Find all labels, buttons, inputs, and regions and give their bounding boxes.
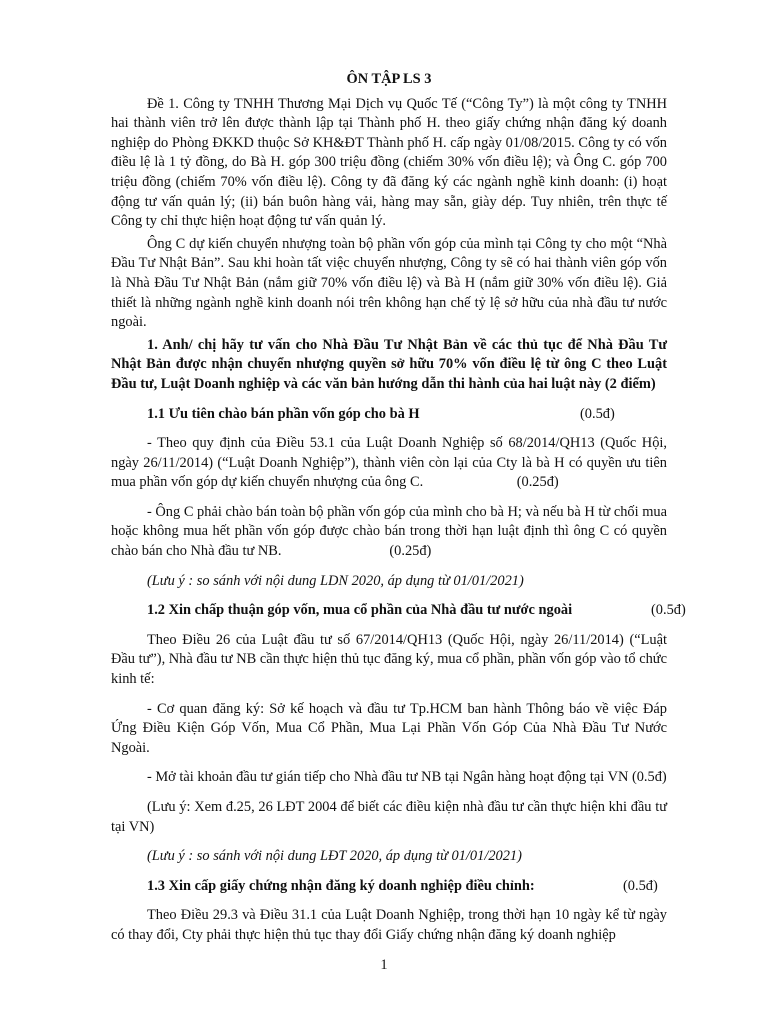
- page-number: 1: [380, 957, 388, 973]
- section-1-2-paragraph-2: - Cơ quan đăng ký: Sở kế hoạch và đầu tư Tp.HCM ban hành Thông báo về việc Đáp Ứng Điều Kiện Góp Vốn, Mua Cổ Phần, Mua Lại Phần Vốn Góp Của Nhà Đầu Tư Nước Ngoài.: [111, 700, 667, 756]
- section-1-2-paragraph-1: Theo Điều 26 của Luật đầu tư số 67/2014/QH13 (Quốc Hội, ngày 26/11/2014) (“Luật Đầu tư”), Nhà đầu tư NB cần thực hiện thủ tục đăng ký, mua cổ phần, phần vốn góp vào tổ chức kinh tế:: [111, 631, 667, 688]
- document-page: [111, 70, 686, 946]
- section-1-2-heading: [111, 601, 686, 621]
- section-1-2-title: 1.2 Xin chấp thuận góp vốn, mua cổ phần của Nhà đầu tư nước ngoài: [147, 602, 573, 619]
- section-1-3-heading: [111, 877, 667, 897]
- section-1-2-paragraph-4: (Lưu ý: Xem đ.25, 26 LĐT 2004 để biết các điều kiện nhà đầu tư cần thực hiện khi đầu tư tại VN): [111, 799, 667, 835]
- section-1-1-points: (0.5đ): [580, 405, 615, 422]
- section-1-1-paragraph-2: - Ông C phải chào bán toàn bộ phần vốn góp của mình cho bà H; và nếu bà H từ chối mua hoặc không mua hết phần vốn góp được chào bán trong thời hạn luật định thì ông C có quyền chào bán cho Nhà đầu tư NB. (0.25đ): [111, 503, 667, 560]
- section-1-2-paragraph-3: - Mở tài khoản đầu tư gián tiếp cho Nhà đầu tư NB tại Ngân hàng hoạt động tại VN (0.5đ): [147, 769, 667, 786]
- section-1-3-paragraph-1: Theo Điều 29.3 và Điều 31.1 của Luật Doanh Nghiệp, trong thời hạn 10 ngày kể từ ngày có thay đổi, Cty phải thực hiện thủ tục thay đổi Giấy chứng nhận đăng ký doanh nghiệp: [111, 907, 667, 943]
- section-1-3-points: (0.5đ): [623, 877, 658, 894]
- page-title: ÔN TẬP LS 3: [346, 71, 432, 87]
- section-1-3-title: 1.3 Xin cấp giấy chứng nhận đăng ký doanh nghiệp điều chỉnh:: [147, 877, 535, 894]
- section-1-1-paragraph-1: - Theo quy định của Điều 53.1 của Luật Doanh Nghiệp số 68/2014/QH13 (Quốc Hội, ngày 26/11/2014) (“Luật Doanh Nghiệp”), thành viên còn lại của Cty là bà H có quyền ưu tiên mua phần vốn góp dự kiến chuyển nhượng của ông C. (0.25đ): [111, 435, 667, 491]
- paragraph-transfer-plan: Ông C dự kiến chuyển nhượng toàn bộ phần vốn góp của mình tại Công ty cho một “Nhà Đầu Tư Nhật Bản”. Sau khi hoàn tất việc chuyển nhượng, Công ty sẽ có hai thành viên góp vốn là Nhà Đầu Tư Nhật Bản (nắm giữ 70% vốn điều lệ) và Bà H (nắm giữ 30% vốn điều lệ). Giả thiết là những ngành nghề kinh doanh nói trên không hạn chế tỷ lệ sở hữu của nhà đầu tư nước ngoài.: [111, 235, 667, 331]
- question-1: 1. Anh/ chị hãy tư vấn cho Nhà Đầu Tư Nhật Bản về các thủ tục để Nhà Đầu Tư Nhật Bản được nhận chuyển nhượng quyền sở hữu 70% vốn điều lệ từ ông C theo Luật Đầu tư, Luật Doanh nghiệp và các văn bản hướng dẫn thi hành của hai luật này (2 điểm): [111, 336, 667, 392]
- section-1-2-note: (Lưu ý : so sánh với nội dung LĐT 2020, áp dụng từ 01/01/2021): [147, 848, 522, 865]
- section-1-1-heading: [111, 405, 667, 425]
- section-1-1-paragraph-2-points: (0.25đ): [389, 543, 432, 560]
- section-1-1-paragraph-1-points: (0.25đ): [516, 474, 559, 491]
- paragraph-case-facts: Đề 1. Công ty TNHH Thương Mại Dịch vụ Quốc Tế (“Công Ty”) là một công ty TNHH hai thành viên trở lên được thành lập tại Thành phố H. theo giấy chứng nhận đăng ký doanh nghiệp do Phòng ĐKKD thuộc Sở KH&ĐT Thành phố H. cấp ngày 01/08/2015. Công ty có vốn điều lệ là 1 tỷ đồng, do Bà H. góp 300 triệu đồng (chiếm 30% vốn điều lệ); và Ông C. góp 700 triệu đồng (chiếm 70% vốn điều lệ). Công ty đã đăng ký các ngành nghề kinh doanh: (i) hoạt động tư vấn quản lý; (ii) bán buôn hàng vải, hàng may sẵn, giày dép. Tuy nhiên, trên thực tế Công ty chỉ thực hiện hoạt động tư vấn quản lý.: [111, 95, 667, 230]
- section-1-2-points: (0.5đ): [651, 602, 686, 619]
- section-1-1-note: (Lưu ý : so sánh với nội dung LDN 2020, áp dụng từ 01/01/2021): [147, 572, 524, 589]
- section-1-1-title: 1.1 Ưu tiên chào bán phần vốn góp cho bà H: [147, 405, 420, 422]
